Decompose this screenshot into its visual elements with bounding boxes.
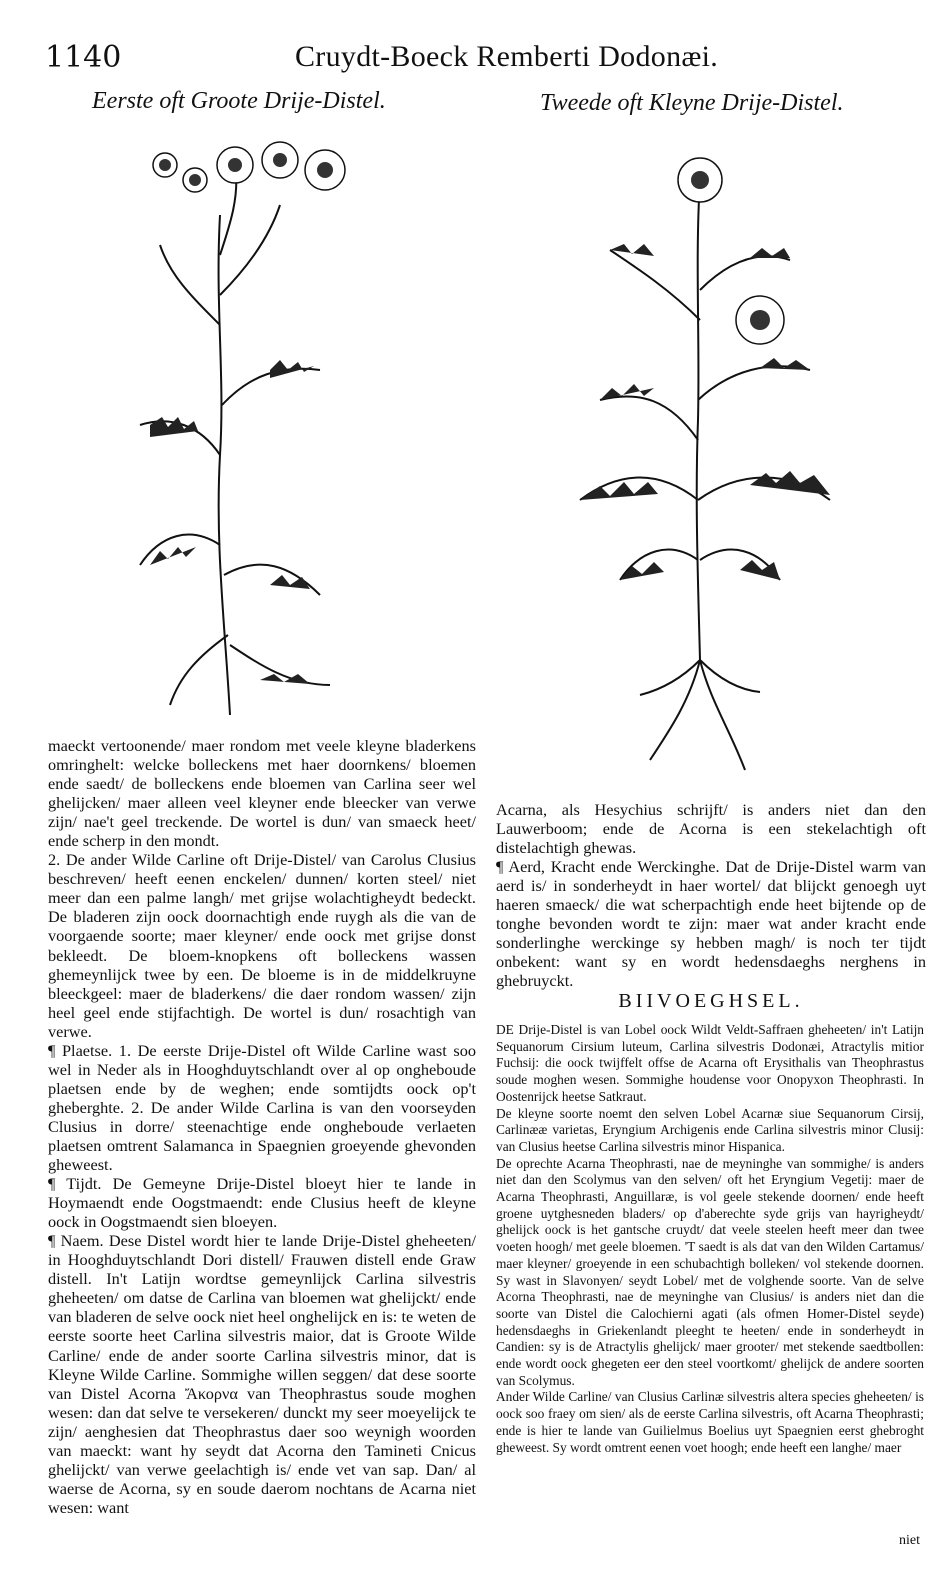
figure-title-2: Tweede oft Kleyne Drije-Distel. xyxy=(540,90,844,116)
page-number: 1140 xyxy=(45,40,122,75)
right-text-column xyxy=(496,800,926,990)
paragraph: Ander Wilde Carline/ van Clusius Carlinæ silvestris altera species gheheeten/ is oock soo fraey om sien/ als de eerste Carlina silvestris, oft Acarna Theophrasti; ende is hier te lande van Guilielmus Boelius uyt Spaegnien eerst ghebroght gheweest. Sy wordt omtrent eenen voet hoogh; ende heeft een langhe/ maer xyxy=(496,1389,924,1455)
addendum-column xyxy=(496,1022,924,1456)
paragraph: Acarna, als Hesychius schrijft/ is anders niet dan den Lauwerboom; ende de Acorna is een stekelachtigh oft distelachtigh ghewas. xyxy=(496,800,926,858)
page-header xyxy=(45,40,905,80)
addendum-heading: BIIVOEGHSEL. xyxy=(618,990,804,1012)
thistle-illustration-small xyxy=(560,140,850,780)
paragraph: De kleyne soorte noemt den selven Lobel Acarnæ siue Sequanorum Cirsij, Carlinææ varietas, Eryngium Archigenis ende Carlina silvestris minor Clusij: van Clusius heetse Carlina silvestris minor Hispanica. xyxy=(496,1105,924,1154)
figure-title-1: Eerste oft Groote Drije-Distel. xyxy=(92,88,386,114)
left-text-column xyxy=(48,736,476,1517)
paragraph: maeckt vertoonende/ maer rondom met veele kleyne bladerkens omringhelt: welcke bolleckens met haer doornkens/ bloemen ende saedt/ de bolleckens ende bloemen van Carlina seer wel ghelijcken/ maer alleen veel kleyner ende bleecker van verwe zijn/ nae't geel treckende. De wortel is dun/ van smaeck heet/ ende scherp in den mondt. xyxy=(48,736,476,851)
paragraph: ¶ Naem. Dese Distel wordt hier te lande Drije-Distel gheheeten/ in Hooghduytschlandt Dori distell/ Frauwen distell ende Graw distell. In't Latijn wordtse gemeynlijck Carlina silvestris gheheeten/ om datse de Carlina van bloemen wat ghelijckt/ ende van bladeren de selve oock niet heel onghelijck en is: te weten de eerste soorte heet Carlina silvestris maior, dat is Groote Wilde Carline/ ende de ander soorte Carlina silvestris minor, dat is Kleyne Wilde Carline. Sommighe willen seggen/ dat dese soorte van Distel Acorna Ἄκορνα van Theophrastus soude moghen wesen: dan dat selve te versekeren/ dunckt my seer moeyelijck te zijn/ aenghesien dat Theophrastus daer soo weynigh woorden van maeckt: want hy seydt dat Acorna den Tamineti Cnicus ghelijckt/ van verwe geelachtigh is/ ende vet van sap. Dan/ al waerse de Acorna, sy en soude daerom nochtans de Acarna niet wesen: want xyxy=(48,1231,476,1517)
paragraph: DE Drije-Distel is van Lobel oock Wildt Veldt-Saffraen gheheeten/ in't Latijn Sequanorum Cirsium luteum, Carlina silvestris Dodonæi, Atractylis mitior Fuchsij: die oock twijffelt offse de Acarna oft Erysithalis van Theophrastus soude moghen wesen. Sommighe houdense voor Onopyxon Theophrasti. In Oostenrijck heetse Satkraut. xyxy=(496,1022,924,1104)
paragraph: 2. De ander Wilde Carline oft Drije-Distel/ van Carolus Clusius beschreven/ heeft eenen enckelen/ dunnen/ korten steel/ niet meer dan een palme langh/ met grijse wolachtigheydt bedeckt. De bladeren zijn oock doornachtigh ende ruygh als die van de voorgaende soorte; maer kleyner/ ende oock met grijse donst bekleedt. De bloem-knopkens oft bolleckens wassen ghemeynlijck twee by een. De bloeme is in de middelkruyne bleeckgeel: maer de bladerkens/ die daer rondom wassen/ zijn heel geel ende stijfachtigh. De wortel is dun/ rosachtigh van verwe. xyxy=(48,850,476,1041)
paragraph: ¶ Plaetse. 1. De eerste Drije-Distel oft Wilde Carline wast soo wel in Neder als in Hooghduytschlandt over al op ongheboude plaetsen ende by de weghen; ende somtijdts oock op't gheberghte. 2. De ander Wilde Carlina is van den voorseyden Clusius in dorre/ steenachtige ende ongheboude verlaeten plaetsen omtrent Salamanca in Spaegnien groeyende ghevonden gheweest. xyxy=(48,1040,476,1175)
paragraph: ¶ Aerd, Kracht ende Werckinghe. Dat de Drije-Distel warm van aerd is/ in sonderheydt in haer wortel/ dat blijckt genoegh uyt haeren smaeck/ die wat scherpachtigh ende heet bijtende op de tonghe bevonden wordt te zijn: maer wat ander kracht ende sonderlinghe werckinge sy hebben magh/ is noch ter tijdt onbekent: want sy en wordt hedensdaeghs nerghens in ghebruyckt. xyxy=(496,857,926,991)
paragraph: ¶ Tijdt. De Gemeyne Drije-Distel bloeyt hier te lande in Hoymaendt ende Oogstmaendt: ende Clusius heeft de kleyne oock in Oogstmaendt sien bloeyen. xyxy=(48,1174,476,1232)
thistle-illustration-large xyxy=(120,125,350,725)
running-title: Cruydt-Boeck Remberti Dodonæi. xyxy=(295,40,719,73)
paragraph: De oprechte Acarna Theophrasti, nae de meyninghe van sommighe/ is anders niet dan den Scolymus van den selven/ oft het Eryngium Vegetij: maer de Acarna Theophrasti, Anguillaræ, is vol geele stekende doornen/ ende heeft groene uytghesneden bladers/ op d'aberechte syde grijs van hayrigheydt/ ghelijck oock is het gantsche cruydt/ dat veele steelen heeft meer dan twee voeten hoogh/ met geele bloemen. 'T saedt is als dat van den Wilden Cartamus/ maer kleyner/ groeyende in een schubachtigh bolleken/ vol stekende doornen. Sy wast in Slavonyen/ seydt Lobel/ met de volghende soorte. Van de selve Acorna Theophrasti, nae de meyninghe van Clusius/ is anders niet dan die soorte van Distel die Calochierni agati (als ofmen Homer-Distel seyde) hedensdaeghs in Griekenlandt pleeght te heeten/ ende in sonderheydt in Candien: sy is de Atractylis ghelijck/ maer grooter/ met stekende saedtbollen: ende wordt oock ghegeten eer den steel voortkomt/ ghelijck de andere soorten van Scolymus. xyxy=(496,1155,924,1388)
catchword: niet xyxy=(899,1533,920,1548)
